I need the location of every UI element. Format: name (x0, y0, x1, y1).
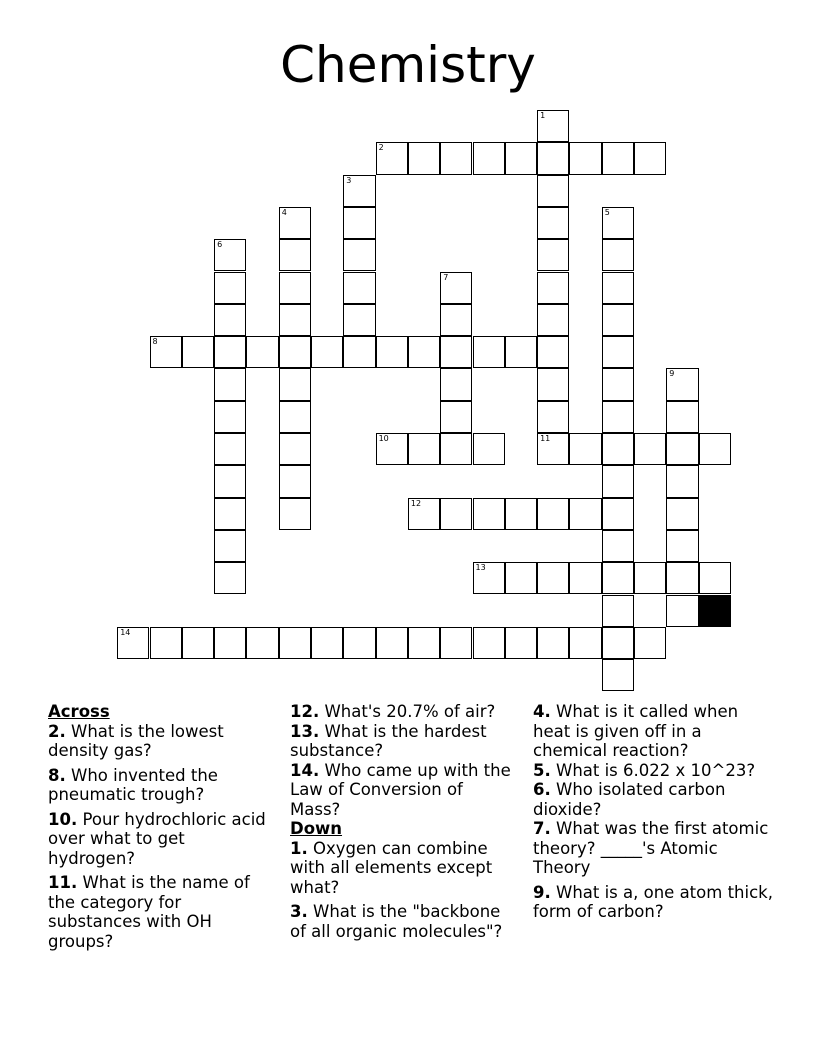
grid-cell[interactable] (279, 336, 311, 368)
grid-cell[interactable] (666, 465, 698, 497)
clue-number: 4. (533, 702, 551, 721)
grid-cell[interactable] (440, 627, 472, 659)
clue-text: What is the "backbone of all organic molecules"? (290, 902, 503, 941)
down-heading: Down (290, 819, 343, 838)
cell-number: 11 (540, 434, 551, 443)
grid-cell[interactable] (666, 562, 698, 594)
grid-cell[interactable] (440, 304, 472, 336)
down-clue-7 (533, 819, 773, 878)
grid-cell[interactable] (117, 627, 149, 659)
grid-cell[interactable] (569, 142, 601, 174)
grid-cell[interactable] (440, 498, 472, 530)
puzzle-title: Chemistry (280, 36, 536, 94)
grid-cell[interactable] (537, 207, 569, 239)
grid-cell[interactable] (279, 207, 311, 239)
grid-cell[interactable] (311, 336, 343, 368)
down-clue-9 (533, 883, 773, 922)
grid-cell[interactable] (473, 142, 505, 174)
grid-cell[interactable] (602, 465, 634, 497)
grid-cell[interactable] (602, 433, 634, 465)
clue-text: Who isolated carbon dioxide? (533, 780, 726, 819)
grid-cell[interactable] (537, 562, 569, 594)
clue-number: 9. (533, 882, 551, 902)
grid-cell[interactable] (602, 562, 634, 594)
grid-cell[interactable] (537, 239, 569, 271)
clue-number: 12. (290, 702, 320, 721)
grid-cell[interactable] (505, 498, 537, 530)
grid-cell[interactable] (214, 401, 246, 433)
grid-cell[interactable] (602, 368, 634, 400)
grid-cell[interactable] (634, 433, 666, 465)
grid-cell[interactable] (343, 272, 375, 304)
clue-text: Oxygen can combine with all elements except what? (290, 838, 493, 897)
grid-cell[interactable] (408, 433, 440, 465)
grid-cell[interactable] (537, 304, 569, 336)
clue-number: 11. (48, 873, 78, 892)
grid-cell[interactable] (440, 401, 472, 433)
cell-number: 5 (604, 207, 610, 217)
across-clue-14 (290, 761, 515, 820)
grid-cell[interactable] (343, 627, 375, 659)
grid-cell[interactable] (602, 304, 634, 336)
grid-cell[interactable] (666, 530, 698, 562)
grid-cell[interactable] (666, 595, 698, 627)
across-clue-2 (48, 722, 273, 761)
cell-number: 9 (669, 369, 675, 379)
clue-text: What's 20.7% of air? (324, 702, 496, 721)
grid-cell[interactable] (343, 207, 375, 239)
grid-cell[interactable] (440, 368, 472, 400)
grid-cell[interactable] (602, 595, 634, 627)
grid-cell[interactable] (214, 368, 246, 400)
clue-number: 6. (533, 780, 551, 799)
grid-cell[interactable] (537, 498, 569, 530)
clue-number: 3. (290, 902, 308, 921)
down-clue-5 (533, 761, 773, 781)
down-clue-3 (290, 902, 515, 941)
clue-text: Who came up with the Law of Conversion of Mass? (290, 760, 511, 819)
clues-column-3 (533, 702, 773, 922)
down-clue-6 (533, 780, 773, 819)
across-clue-10 (48, 810, 273, 869)
grid-cell[interactable] (537, 272, 569, 304)
across-clue-11 (48, 873, 273, 951)
across-clue-13 (290, 722, 515, 761)
grid-cell[interactable] (537, 401, 569, 433)
grid-cell[interactable] (343, 239, 375, 271)
clue-text: Who invented the pneumatic trough? (48, 765, 218, 804)
grid-cell[interactable] (666, 433, 698, 465)
grid-cell[interactable] (376, 433, 408, 465)
grid-cell[interactable] (537, 110, 569, 142)
grid-cell[interactable] (214, 304, 246, 336)
grid-cell[interactable] (214, 433, 246, 465)
grid-cell[interactable] (505, 627, 537, 659)
grid-cell[interactable] (279, 627, 311, 659)
grid-cell[interactable] (666, 498, 698, 530)
grid-cell[interactable] (666, 401, 698, 433)
clue-text: What is it called when heat is given off in a chemical reaction? (533, 702, 739, 760)
grid-cell[interactable] (473, 433, 505, 465)
grid-cell[interactable] (376, 336, 408, 368)
clue-text: Pour hydrochloric acid over what to get hydrogen? (48, 809, 266, 868)
grid-cell[interactable] (666, 368, 698, 400)
grid-cell[interactable] (602, 272, 634, 304)
cell-number: 7 (443, 272, 449, 282)
clue-number: 5. (533, 760, 551, 780)
grid-cell[interactable] (505, 336, 537, 368)
grid-cell[interactable] (440, 336, 472, 368)
grid-cell[interactable] (279, 433, 311, 465)
grid-cell[interactable] (634, 142, 666, 174)
grid-cell[interactable] (440, 433, 472, 465)
grid-cell[interactable] (634, 627, 666, 659)
grid-cell[interactable] (569, 433, 601, 465)
grid-cell[interactable] (343, 304, 375, 336)
grid-cell[interactable] (214, 498, 246, 530)
grid-cell[interactable] (246, 627, 278, 659)
grid-cell[interactable] (279, 498, 311, 530)
grid-cell[interactable] (602, 142, 634, 174)
clue-number: 2. (48, 721, 66, 741)
grid-cell[interactable] (408, 498, 440, 530)
down-clue-1 (290, 839, 515, 898)
grid-cell[interactable] (279, 239, 311, 271)
grid-cell[interactable] (699, 562, 731, 594)
grid-cell[interactable] (602, 207, 634, 239)
cell-number: 12 (410, 498, 422, 508)
grid-cell[interactable] (569, 562, 601, 594)
grid-cell[interactable] (602, 627, 634, 659)
grid-cell[interactable] (473, 627, 505, 659)
grid-cell[interactable] (214, 336, 246, 368)
grid-cell[interactable] (214, 239, 246, 271)
grid-cell[interactable] (634, 562, 666, 594)
grid-cell[interactable] (537, 433, 569, 465)
grid-cell[interactable] (376, 627, 408, 659)
cell-number: 14 (120, 627, 131, 637)
cell-number: 2 (378, 143, 384, 153)
grid-cell[interactable] (602, 239, 634, 271)
grid-cell[interactable] (602, 498, 634, 530)
grid-cell[interactable] (279, 304, 311, 336)
grid-cell[interactable] (376, 142, 408, 174)
clue-number: 10. (48, 809, 78, 829)
grid-cell[interactable] (279, 368, 311, 400)
grid-cell[interactable] (473, 562, 505, 594)
clue-text: What is the lowest density gas? (48, 721, 224, 760)
grid-cell[interactable] (408, 336, 440, 368)
clues-column-2 (290, 702, 515, 941)
grid-cell[interactable] (602, 530, 634, 562)
grid-cell[interactable] (150, 336, 182, 368)
grid-cell[interactable] (343, 175, 375, 207)
grid-cell[interactable] (408, 142, 440, 174)
grid-cell[interactable] (699, 433, 731, 465)
clue-text: What was the first atomic theory? _____'s Atomic Theory (533, 819, 769, 877)
clue-number: 1. (290, 838, 308, 858)
grid-cell[interactable] (246, 336, 278, 368)
clue-number: 14. (290, 760, 320, 780)
grid-cell[interactable] (182, 336, 214, 368)
grid-cell[interactable] (343, 336, 375, 368)
grid-cell[interactable] (311, 627, 343, 659)
grid-block (699, 595, 731, 627)
cell-number: 1 (540, 111, 546, 120)
across-clue-8 (48, 766, 273, 805)
grid-cell[interactable] (537, 336, 569, 368)
grid-cell[interactable] (440, 272, 472, 304)
grid-cell[interactable] (440, 142, 472, 174)
grid-cell[interactable] (150, 627, 182, 659)
cell-number: 3 (346, 175, 352, 185)
grid-cell[interactable] (279, 272, 311, 304)
grid-cell[interactable] (473, 336, 505, 368)
grid-cell[interactable] (569, 627, 601, 659)
across-heading: Across (48, 702, 110, 721)
grid-cell[interactable] (537, 368, 569, 400)
grid-cell[interactable] (279, 401, 311, 433)
across-clue-12 (290, 702, 515, 722)
cell-number: 8 (152, 337, 158, 347)
cell-number: 10 (378, 434, 389, 443)
grid-cell[interactable] (505, 562, 537, 594)
clue-text: What is 6.022 x 10^23? (556, 760, 756, 780)
grid-cell[interactable] (214, 272, 246, 304)
grid-cell[interactable] (473, 498, 505, 530)
cell-number: 13 (475, 563, 486, 573)
grid-cell[interactable] (602, 659, 634, 691)
grid-cell[interactable] (214, 562, 246, 594)
clue-text: What is the hardest substance? (290, 721, 487, 760)
grid-cell[interactable] (408, 627, 440, 659)
clue-number: 7. (533, 819, 551, 838)
grid-cell[interactable] (214, 465, 246, 497)
grid-cell[interactable] (537, 627, 569, 659)
clue-number: 13. (290, 721, 320, 741)
grid-cell[interactable] (279, 465, 311, 497)
clue-number: 8. (48, 765, 66, 785)
grid-cell[interactable] (569, 498, 601, 530)
cell-number: 4 (281, 207, 287, 217)
grid-cell[interactable] (537, 175, 569, 207)
cell-number: 6 (217, 240, 223, 250)
grid-cell[interactable] (214, 627, 246, 659)
grid-cell[interactable] (602, 336, 634, 368)
clue-text: What is a, one atom thick, form of carbon? (533, 882, 773, 921)
grid-cell[interactable] (182, 627, 214, 659)
grid-cell[interactable] (505, 142, 537, 174)
down-clue-4 (533, 702, 773, 761)
grid-cell[interactable] (602, 401, 634, 433)
grid-cell[interactable] (214, 530, 246, 562)
clue-text: What is the name of the category for substances with OH groups? (48, 873, 250, 951)
grid-cell[interactable] (537, 142, 569, 174)
clues-column-1 (48, 702, 273, 956)
